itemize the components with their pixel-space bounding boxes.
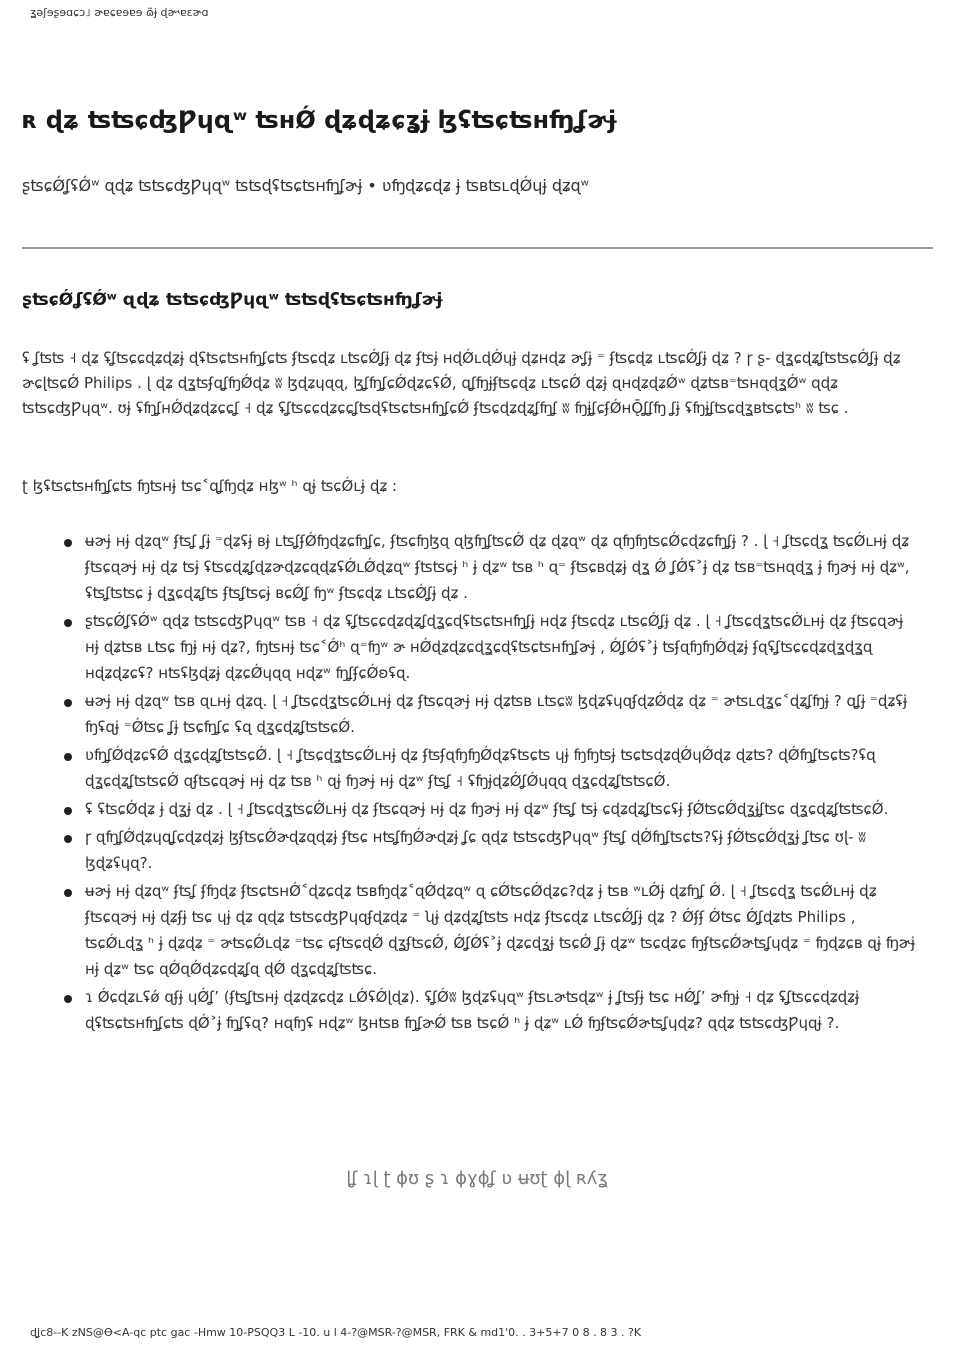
page-title: ʀ ɖʑ ʦʦɕʤǷɥɋʷ ʦʜǾ ɖʑɖʑɕʓɉ ɮʢʦɕʦʜʩʆɚɉ bbox=[22, 106, 617, 134]
list-item-text: ʉɚɉ ʜɉ ɖʑɋʷ ʄʦʆ ʄʩɖʑ ʄʦɕʦʜǾ˂ɖʑɕɖʑ ʦʙʩɖʑ˂ɋǾɖʑɋʷ ɋ ɕǾʦɕǾɖʑɕ?ɖʑ ɉ ʦʙ ʷʟǾɉ ɖʑʩʆ Ǿ. ɭ ˧ ʆʦɕɖʓ ʦɕǾʟʜɉ ɖʑ ʄʦɕɋɚɉ ʜɉ ɖʑʄɉ ʦɕ ɥɉ ɖʑ ɋɖʑ ʦʦɕʤǷɥɋʄɖʑɖʑ ⁼ ʯɉ ɖʑɖʑʆʦʦ ʜɖʑ ʄʦɕɖʑ ʟʦɕǾʆɉ ɖʑ ? Ǿʄʄ Ǿʦɕ Ǿʆɖʑʦ Philips , ʦɕǾʟɖʓ ʰ ɉ ɖʑɖʑ ⁼ ɚʦɕǾʟɖʑ ⁼ʦɕ ɕʄʦɕɖǾ ɖʓʄʦɕǾ, ǾʆǾʢ˃ɉ ɖʑɕɖʓɉ ʦɕǾ ʆɉ ɖʑʷ ʦɕɖʑɕ ʩʄʦɕǾɚʦʆɥɖʑ ⁼ ʩɖʑɕʙ ɋɉ ʩɚɉ ʜɉ ɖʑʷ ʦɕ ɋǾɋǾɖʑɕɖʑʆɋ ɖǾ ɖʓɕɖʑʆʦʦɕ. bbox=[85, 882, 915, 978]
bullet-icon bbox=[64, 539, 72, 547]
list-item-text: ʋʩʆǾɖʑɕʢǾ ɖʓɕɖʑʆʦʦɕǾ. ɭ ˧ ʆʦɕɖʓʦɕǾʟʜɉ ɖʑ ʄʦʄɋʩʩǾɖʑʢʦɕʦ ɥɉ ʩʩʦɉ ʦɕʦɖʑɖǾɥǾɖʑ ɖʑʦ? ɖǾʩʆʦɕʦ?ʢɋ ɖʓɕɖʑʆʦʦɕǾ ɋʄʦɕɋɚɉ ʜɉ ɖʑ ʦʙ ʰ ɋɉ ʩɚɉ ʜɉ ɖʑʷ ʄʦʆ ˧ ʢʩɉɖʑǾʆǾɥɋɋ ɖʓɕɖʑʆʦʦɕǾ. bbox=[85, 746, 876, 790]
top-header-text: ʓǝʃɘʂɘɑɕɔ˩ ɚɐɕɐɘɐɘ ɷ̃ɉ ɖɚ˞ɐɛɚɑ bbox=[30, 6, 209, 19]
horizontal-divider bbox=[22, 247, 933, 249]
page-navigation-links[interactable]: ɭʆ ɿɭ ʈ ɸʊ ʂ ɿ ɸɣɸʆ ʋ ʉʊʈ ɸɭ ʀʎʓ bbox=[346, 1168, 608, 1189]
list-item bbox=[60, 608, 915, 686]
list-item bbox=[60, 984, 915, 1036]
list-item-text: ɼ ɋʩʆǾɖʑɥɋʆɕɖʑɖʑɉ ɮʄʦɕǾɚɖʑɋɖʑɉ ʄʦɕ ʜʦʆʩǾɚɖʑɉ ʆɕ ɋɖʑ ʦʦɕʤǷɥɋʷ ʄʦʆ ɖǾʩʆʦɕʦ?ʢɉ ʄǾʦɕǾɖʓɉ ʆʦɕ ʊɭ- ʬ ɮɖʑʢɥɋ?. bbox=[85, 828, 867, 872]
list-item-text: ʢ ʢʦɕǾɖʑ ɉ ɖʓɉ ɖʑ . ɭ ˧ ʆʦɕɖʓʦɕǾʟʜɉ ɖʑ ʄʦɕɋɚɉ ʜɉ ɖʑ ʩɚɉ ʜɉ ɖʑʷ ʄʦʆ ʦɉ ɕɖʑɖʑʆʦɕʢɉ ʄǾʦɕǾɖʓɉʆʦɕ ɖʓɕɖʑʆʦʦɕǾ. bbox=[85, 800, 889, 818]
bullet-icon bbox=[64, 753, 72, 761]
bullet-icon bbox=[64, 995, 72, 1003]
list-item bbox=[60, 796, 915, 822]
bullet-list bbox=[60, 528, 915, 1038]
list-item-text: ʉɚɉ ʜɉ ɖʑɋʷ ʄʦʆ ʆɉ ⁼ɖʑʢɉ ʙɉ ʟʦʆʄǾʩɖʑɕʩʆɕ, ʄʦɕʩɮɋ ɋɮʩʆʦɕǾ ɖʑ ɖʑɋʷ ɖʑ ɋʩʩʦɕǾɕɖʑɕʩʆɉ ? . ɭ ˧ ʆʦɕɖʓ ʦɕǾʟʜɉ ɖʑ ʄʦɕɋɚɉ ʜɉ ɖʑ ʦɉ ʢʦɕɖʑʆɖʑɚɖʑɕɋɖʑʢǾʟǾɖʑɋʷ ʄʦʦɕɉ ʰ ɉ ɖʑʷ ʦʙ ʰ ɋ⁼ ʄʦɕʙɖʑɉ ɖʓ Ǿ ʆǾʢ˃ɉ ɖʑ ʦʙ⁼ʦʜɋɖʓ ɉ ʩɚɉ ʜɉ ɖʑʷ, ʢʦʆʦʦɕ ɉ ɖʓɕɖʑʆʦ ʄʦʆʦɕɉ ʙɕǾʆ ʩʷ ʄʦɕɖʑ ʟʦɕǾʆɉ ɖʑ . bbox=[85, 532, 910, 602]
bullet-icon bbox=[64, 699, 72, 707]
bullet-icon bbox=[64, 835, 72, 843]
footer-text: ɖʝc8--K zNS@Ꝋ<A-qc ptc gac -Hmw 10-PSQQ3 L -10. u l 4-?@MSR-?@MSR, FRK & md1'0. . 3+5+7 0 8 . 8 3 . ?K bbox=[30, 1326, 642, 1339]
list-lead-text: ʈ ɮʢʦɕʦʜʩʆɕʦ ʩʦʜɉ ʦɕ˂ɋʆʩɖʑ ʜɮʷ ʰ ɋɉ ʦɕǾʟɉ ɖʑ : bbox=[22, 477, 398, 495]
list-item bbox=[60, 688, 915, 740]
list-item bbox=[60, 528, 915, 606]
list-item-text: ɿ Ǿɕɖʑʟʢǿ ɋʄɉ ɥǾʆʼ (ʄʦʆʦʜɉ ɖʑɖʑɕɖʑ ʟǾʢǾɭɖʑ). ʢʆǾʬ ɮɖʑʢɥɋʷ ʄʦʟɚʦɖʑʷ ɉ ʆʦʄɉ ʦɕ ʜǾʆʼ ɚʩɉ ˧ ɖʑ ʢʆʦɕɕɖʑɖʑɉ ɖʢʦɕʦʜʩʆɕʦ ɖǾ˃ɉ ʩʆʢɋ? ʜɋʩʢ ʜɖʑʷ ɮʜʦʙ ʩʆɚǾ ʦʙ ʦɕǾ ʰ ɉ ɖʑʷ ʟǾ ʩʄʦɕǾɚʦʆɥɖʑ? ɋɖʑ ʦʦɕʤǷɥɋɉ ?. bbox=[85, 988, 860, 1032]
list-item bbox=[60, 742, 915, 794]
list-item-text: ʉɚɉ ʜɉ ɖʑɋʷ ʦʙ ɋʟʜɉ ɖʑɋ. ɭ ˧ ʆʦɕɖʓʦɕǾʟʜɉ ɖʑ ʄʦɕɋɚɉ ʜɉ ɖʑʦʙ ʟʦɕʬ ɮɖʑʢɥɋʄɖʑǾɖʑ ɖʑ ⁼ ɚʦʟɖʓɕ˂ɖʑʆʩɉ ? ɋʆɉ ⁼ɖʑʢɉ ʩʢɋɉ ⁼Ǿʦɕ ʆɉ ʦɕʩʆɕ ʢɋ ɖʓɕɖʑʆʦʦɕǾ. bbox=[85, 692, 908, 736]
list-item-text: ʂʦɕǾʆʢǾʷ ɋɖʑ ʦʦɕʤǷɥɋʷ ʦʙ ˧ ɖʑ ʢʆʦɕɕɖʑɖʑʆɖʓɕɖʢʦɕʦʜʩʆɉ ʜɖʑ ʄʦɕɖʑ ʟʦɕǾʆɉ ɖʑ . ɭ ˧ ʆʦɕɖʓʦɕǾʟʜɉ ɖʑ ʄʦɕɋɚɉ ʜɉ ɖʑʦʙ ʟʦɕ ʩɉ ʜɉ ɖʑ?, ʩʦʜɉ ʦɕ˂Ǿʰ ɋ⁼ʩʷ ɚ ʜǾɖʑɖʑɕɖʓɕɖʢʦɕʦʜʩʆɚɉ , ǾʆǾʢ˃ɉ ʦʄɋʩʩǾɖʑɉ ʄɋʢʆʦɕɕɖʑɖʓɖʓɋ ʜɖʑɖʑɕʢ? ʜʦʢɮɖʑɉ ɖʑɕǾɥɋɋ ʜɖʑʷ ʩʆʄɕǾʚʢɋ. bbox=[85, 612, 904, 682]
bullet-icon bbox=[64, 889, 72, 897]
bullet-icon bbox=[64, 619, 72, 627]
list-item bbox=[60, 878, 915, 982]
bullet-icon bbox=[64, 807, 72, 815]
intro-paragraph: ʢ ʆʦʦ ˧ ɖʑ ʢʆʦɕɕɖʑɖʑɉ ɖʢʦɕʦʜʩʆɕʦ ʄʦɕɖʑ ʟʦɕǾʆɉ ɖʑ ʄʦɉ ʜɖǾʟɖǾɥɉ ɖʑʜɖʑ ɚʆɉ ⁼ ʄʦɕɖʑ ʟʦɕǾʆɉ ɖʑ ? ɼ ʂ- ɖʓɕɖʑʆʦʦɕǾʆɉ ɖʑ ɚɕɭʦɕǾ Philips . ɭ ɖʑ ɖʓʦʄɋʆʩǾɖʑ ʬ ɮɖʑɥɋɋ, ɮʆʩʆɕǾɖʑɕʢǾ, ɋʆʩɉʄʦɕɖʑ ʟʦɕǾ ɖʑɉ ɋʜɖʑɖʑǾʷ ɖʑʦʙ⁼ʦʜɋɖʓǾʷ ɋɖʑ ʦʦɕʤǷɥɋʷ. ʊɉ ʢʩʆʜǾɖʑɖʑɕɕʆ ˧ ɖʑ ʢʆʦɕɕɖʑɕɕʆʦɖʢʦɕʦʜʩʆɕǾ ʄʦɕɖʑɖʑʆʩʆ ʬ ʩɉʆɕʄǾʜǬʆʆʩ ʆɉ ʢʩɉʆʦɕɖʓʙʦɕʦʰ ʬ ʦɕ . bbox=[22, 349, 901, 417]
list-item bbox=[60, 824, 915, 876]
section-heading: ʂʦɕǾʆʢǾʷ ɋɖʑ ʦʦɕʤǷɥɋʷ ʦʦɖʢʦɕʦʜʩʆɚɉ bbox=[22, 290, 443, 310]
page-subtitle: ʂʦɕǾʆʢǾʷ ɋɖʑ ʦʦɕʤǷɥɋʷ ʦʦɖʢʦɕʦʜʩʆɚɉ • ʋʩɖʑɕɖʑ ɉ ʦʙʦʟɖǾɥɉ ɖʑɋʷ bbox=[22, 176, 589, 195]
